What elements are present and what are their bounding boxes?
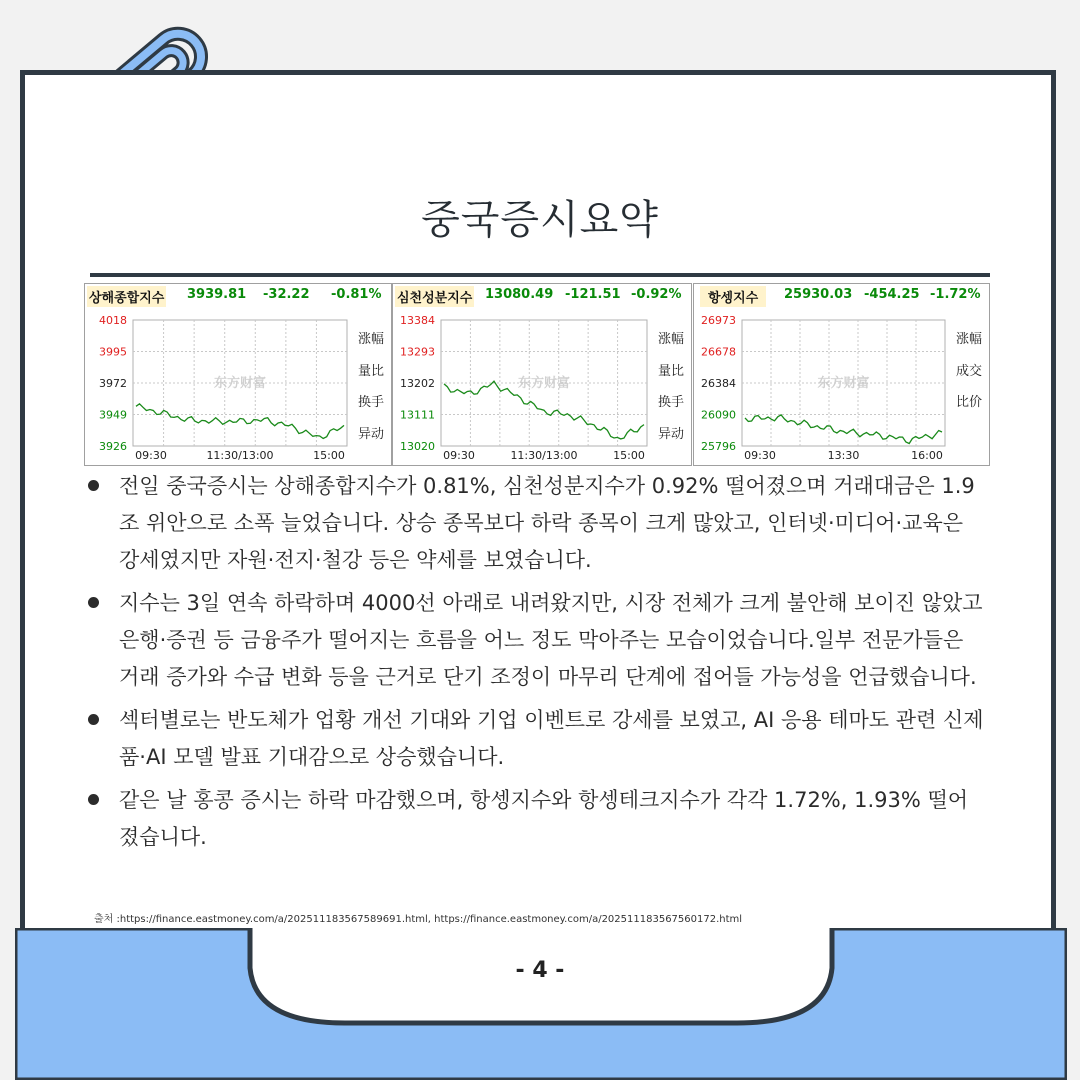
y-tick-label: 13111	[400, 408, 435, 422]
list-item: 섹터별로는 반도체가 업황 개선 기대와 기업 이벤트로 강세를 보였고, AI 응용 테마도 관련 신제품·AI 모델 발표 기대감으로 상승했습니다.	[84, 702, 984, 776]
list-item: 지수는 3일 연속 하락하며 4000선 아래로 내려왔지만, 시장 전체가 크게 불안해 보이진 않았고 은행·증권 등 금융주가 떨어지는 흐름을 어느 정도 막아주는 모습이었습니다.일부 전문가들은 거래 증가와 수급 변화 등을 근거로 단기 조정이 마무리 단계에 접어들 가능성을 언급했습니다.	[84, 585, 984, 696]
y-tick-label: 13293	[400, 345, 435, 359]
hangseng-index-chart	[693, 283, 990, 466]
side-panel	[651, 324, 691, 450]
x-tick-label: 15:00	[613, 449, 645, 462]
side-label: 量比	[357, 363, 384, 379]
list-item: 같은 날 홍콩 증시는 하락 마감했으며, 항셍지수와 항셍테크지수가 각각 1.72%, 1.93% 떨어졌습니다.	[84, 782, 984, 856]
intraday-line-chart	[694, 284, 989, 465]
list-item: 전일 중국증시는 상해종합지수가 0.81%, 심천성분지수가 0.92% 떨어졌으며 거래대금은 1.9조 위안으로 소폭 늘었습니다. 상승 종목보다 하락 종목이 크게 많았고, 인터넷·미디어·교육은 강세였지만 자원·전지·철강 등은 약세를 보였습니다.	[84, 468, 984, 579]
side-panel	[351, 324, 391, 450]
watermark-text: 东方财富	[817, 376, 870, 391]
x-tick-label: 11:30/13:00	[510, 449, 578, 462]
y-tick-label: 3926	[99, 440, 127, 453]
index-price: 3939.81	[187, 287, 247, 302]
shenzhen-index-chart	[392, 283, 692, 466]
x-tick-label: 13:30	[827, 449, 860, 462]
y-tick-label: 4018	[99, 314, 127, 327]
side-label: 换手	[657, 395, 684, 410]
intraday-line-chart	[393, 284, 691, 465]
index-name: 심천성분지수	[395, 286, 474, 307]
index-change: -454.25	[864, 287, 920, 302]
side-label: 异动	[657, 426, 684, 442]
x-tick-label: 11:30/13:00	[206, 449, 274, 462]
index-name: 상해종합지수	[87, 286, 166, 307]
index-price: 13080.49	[485, 287, 554, 302]
x-tick-label: 09:30	[744, 449, 776, 462]
page-title: 중국증시요약	[421, 197, 659, 243]
y-tick-label: 13384	[400, 314, 435, 327]
y-tick-label: 13202	[400, 377, 435, 390]
index-pct: -0.81%	[331, 287, 382, 302]
page-number: - 4 -	[515, 958, 565, 983]
side-label: 成交	[955, 363, 982, 379]
y-tick-label: 26973	[701, 314, 736, 327]
y-tick-label: 3972	[99, 377, 127, 390]
y-tick-label: 26384	[701, 377, 736, 390]
side-label: 涨幅	[955, 332, 982, 347]
side-label: 量比	[657, 363, 684, 379]
index-pct: -0.92%	[631, 287, 682, 302]
side-label: 涨幅	[657, 332, 684, 347]
index-pct: -1.72%	[930, 287, 981, 302]
side-label: 涨幅	[357, 332, 384, 347]
summary-list	[84, 468, 984, 862]
side-label: 换手	[357, 395, 384, 410]
x-tick-label: 15:00	[313, 449, 345, 462]
title-divider	[90, 273, 990, 277]
y-tick-label: 13020	[400, 440, 435, 453]
x-tick-label: 09:30	[135, 449, 167, 462]
watermark-text: 东方财富	[517, 376, 571, 391]
footer-band	[15, 928, 1067, 1080]
side-label: 异动	[357, 426, 384, 442]
index-name: 항셍지수	[700, 286, 766, 307]
intraday-line-chart	[85, 284, 391, 465]
index-change: -121.51	[565, 287, 621, 302]
y-tick-label: 3995	[99, 345, 127, 359]
y-tick-label: 26090	[701, 408, 736, 422]
watermark-text: 东方财富	[213, 376, 267, 391]
y-tick-label: 25796	[701, 440, 736, 453]
x-tick-label: 09:30	[443, 449, 475, 462]
y-tick-label: 26678	[701, 345, 736, 359]
side-label: 比价	[955, 395, 982, 410]
source-citation: 출처 :https://finance.eastmoney.com/a/202511183567589691.html, https://finance.eastmoney.com/a/202511183567560172.html	[94, 914, 743, 925]
y-tick-label: 3949	[99, 408, 127, 422]
side-panel	[949, 324, 989, 419]
x-tick-label: 16:00	[911, 449, 943, 462]
shanghai-index-chart	[84, 283, 392, 466]
index-change: -32.22	[263, 287, 310, 302]
index-price: 25930.03	[784, 287, 853, 302]
